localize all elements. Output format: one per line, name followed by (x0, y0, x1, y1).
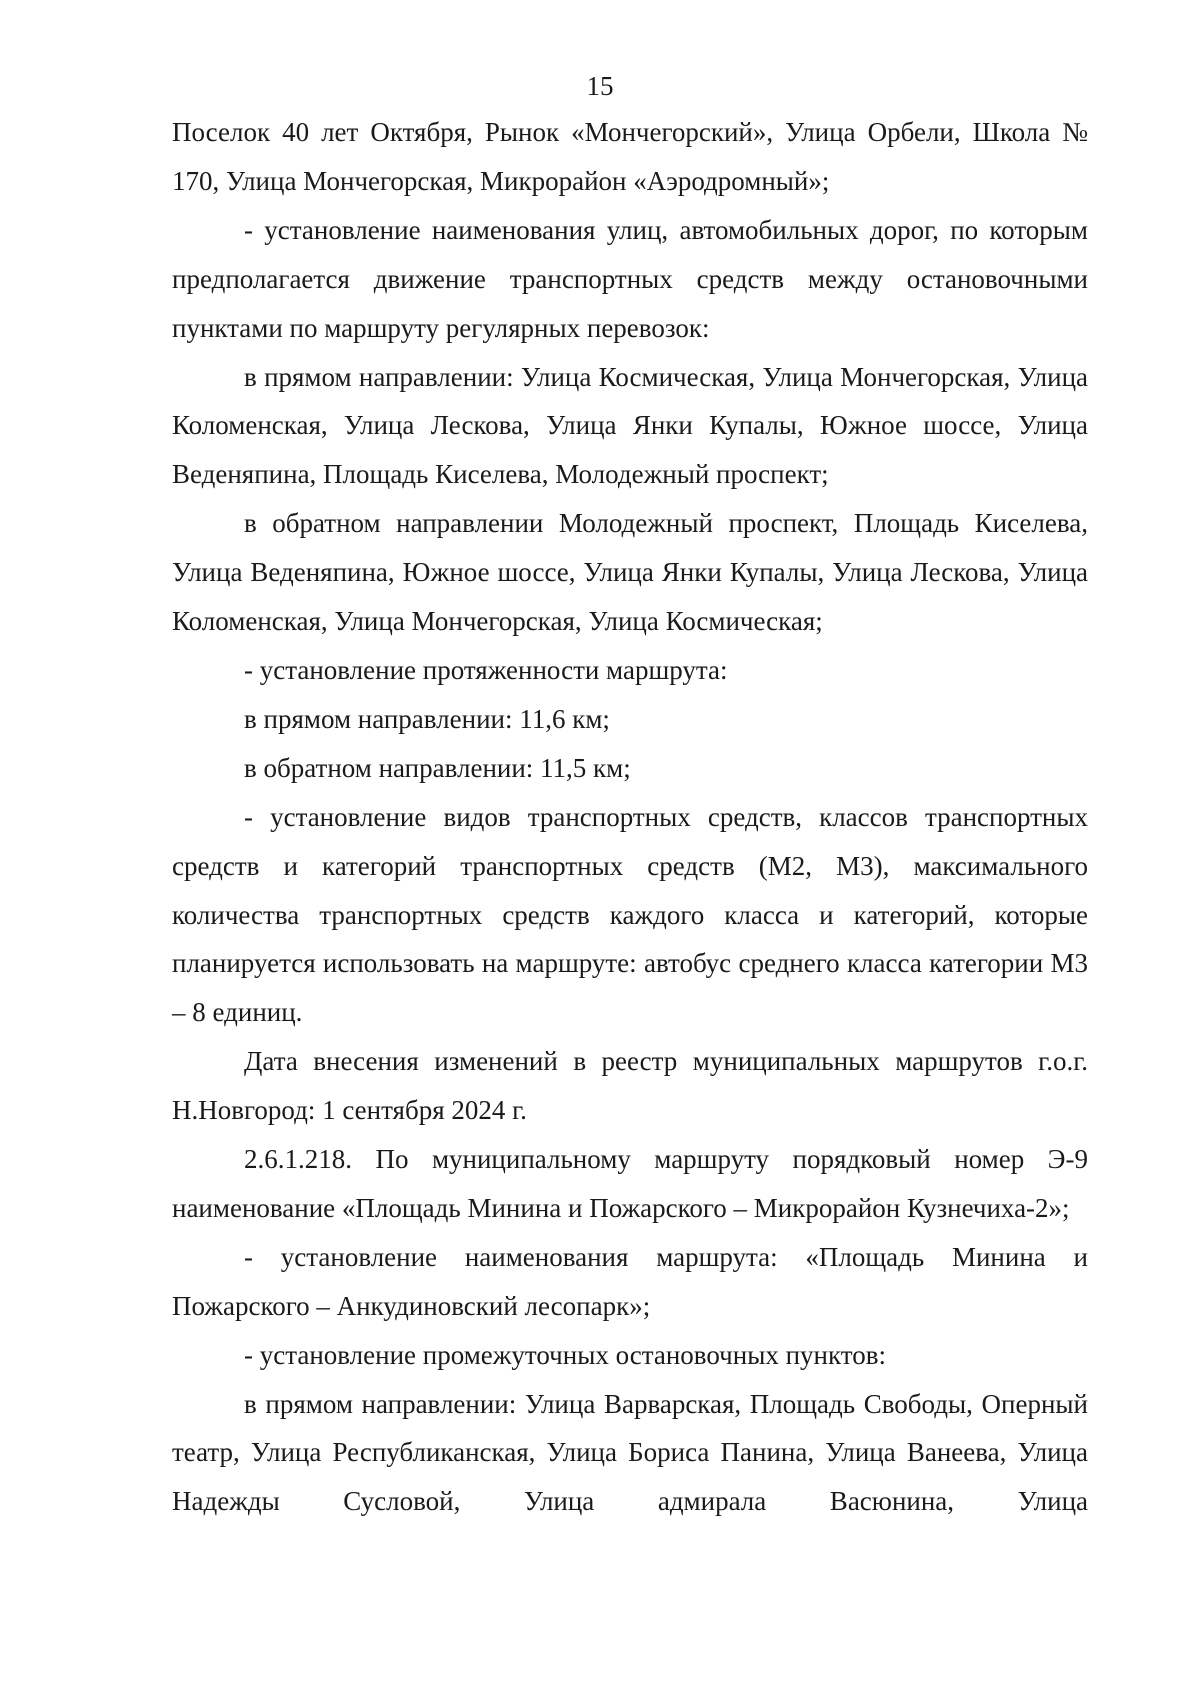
document-body (172, 108, 1088, 1526)
paragraph-intermediate-stops-heading: - установление промежуточных остановочных пунктов: (244, 1339, 886, 1370)
paragraph-route-name: - установление наименования маршрута: «Площадь Минина и Пожарского – Анкудиновский лесопарк»; (172, 1241, 1088, 1321)
paragraph-forward-stops: в прямом направлении: Улица Варварская, Площадь Свободы, Оперный театр, Улица Республиканская, Улица Бориса Панина, Улица Ванеева, Улица Надежды Сусловой, Улица адмирала Васюнина, Улица (172, 1388, 1088, 1517)
page-number: 15 (586, 71, 614, 101)
paragraph-forward-length: в прямом направлении: 11,6 км; (244, 703, 610, 734)
paragraph-reverse-direction-streets: в обратном направлении Молодежный проспект, Площадь Киселева, Улица Веденяпина, Южное шоссе, Улица Янки Купалы, Улица Лескова, Улица Коломенская, Улица Мончегорская, Улица Космическая; (172, 508, 1088, 637)
paragraph-route-length-heading: - установление протяженности маршрута: (244, 654, 728, 685)
paragraph-vehicle-types: - установление видов транспортных средств, классов транспортных средств и категорий транспортных средств (М2, М3), максимального количества транспортных средств каждого класса и категорий, которые планируется использовать на маршруте: автобус среднего класса категории М3 – 8 единиц. (172, 801, 1088, 1028)
paragraph-route-e9: 2.6.1.218. По муниципальному маршруту порядковый номер Э-9 наименование «Площадь Минина и Пожарского – Микрорайон Кузнечиха-2»; (172, 1144, 1088, 1223)
paragraph-registry-date: Дата внесения изменений в реестр муниципальных маршрутов г.о.г. Н.Новгород: 1 сентября 2024 г. (172, 1046, 1088, 1126)
paragraph-forward-direction-streets: в прямом направлении: Улица Космическая, Улица Мончегорская, Улица Коломенская, Улица Лескова, Улица Янки Купалы, Южное шоссе, Улица Веденяпина, Площадь Киселева, Молодежный проспект; (172, 361, 1088, 490)
paragraph-stops-continuation: Поселок 40 лет Октября, Рынок «Мончегорский», Улица Орбели, Школа № 170, Улица Мончегорская, Микрорайон «Аэродромный»; (172, 117, 1088, 196)
paragraph-reverse-length: в обратном направлении: 11,5 км; (244, 752, 631, 783)
paragraph-street-names: - установление наименования улиц, автомобильных дорог, по которым предполагается движение транспортных средств между остановочными пунктами по маршруту регулярных перевозок: (172, 214, 1088, 343)
